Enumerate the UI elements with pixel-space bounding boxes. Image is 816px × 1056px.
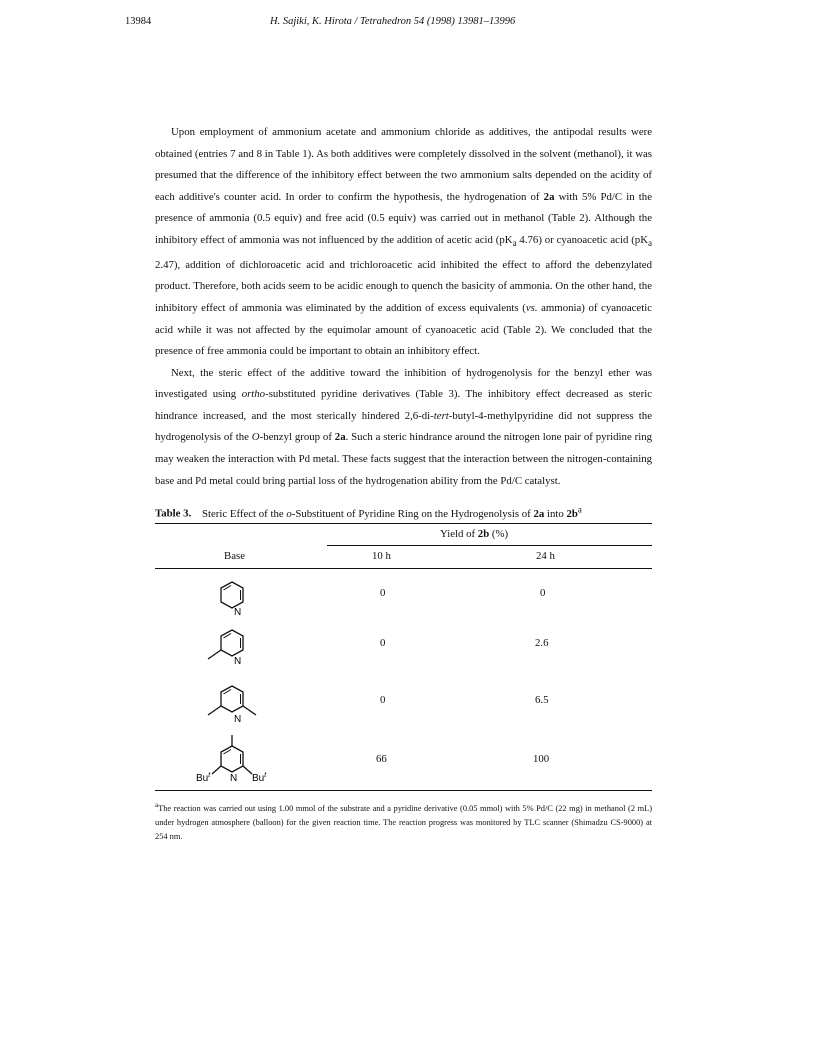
page-number: 13984 bbox=[125, 16, 152, 27]
table-bottom-rule bbox=[155, 790, 652, 791]
pyridine-structure bbox=[214, 578, 250, 620]
running-header bbox=[125, 16, 725, 32]
yield-group-rule bbox=[327, 545, 652, 546]
row-4-24h: 100 bbox=[533, 753, 550, 765]
right-tert-butyl-label: Bu$^t$ bbox=[252, 772, 267, 784]
row-4-10h: 66 bbox=[376, 753, 387, 765]
col-header-10h: 10 h bbox=[372, 550, 391, 562]
table-label: Table 3. bbox=[155, 507, 192, 520]
row-1-10h: 0 bbox=[380, 587, 386, 599]
running-title: H. Sajiki, K. Hirota / Tetrahedron 54 (1998) 13981–13996 bbox=[270, 16, 516, 27]
lutidine-n-label: N bbox=[234, 714, 242, 725]
row-1-24h: 0 bbox=[540, 587, 546, 599]
col-header-24h: 24 h bbox=[536, 550, 555, 562]
table-caption bbox=[155, 504, 665, 520]
body-text bbox=[155, 122, 652, 492]
yield-group-header: Yield of 2b (%) bbox=[440, 528, 509, 540]
row-3-10h: 0 bbox=[380, 694, 386, 706]
di-tert-butyl-methylpyridine-structure bbox=[190, 734, 280, 784]
table-top-rule bbox=[155, 523, 652, 524]
row-3-24h: 6.5 bbox=[535, 694, 549, 706]
row-2-10h: 0 bbox=[380, 637, 386, 649]
table-footnote: $^a$The reaction was carried out using 1.00 mmol of the substrate and a pyridine derivative (0.05 mmol) with 5% Pd/C (22 mg) in methanol (2 mL) under hydrogen atmosphere (balloon) for the given reaction time. The reaction progress was monitored by TLC scanner (Shimadzu CS-9000) at 254 nm. bbox=[155, 801, 652, 841]
row-2-24h: 2.6 bbox=[535, 637, 549, 649]
left-tert-butyl-label: Bu$^t$ bbox=[196, 772, 211, 784]
lutidine-structure bbox=[198, 682, 266, 728]
col-header-base: Base bbox=[224, 550, 245, 562]
paragraph-1: Upon employment of ammonium acetate and ammonium chloride as additives, the antipodal results were obtained (entries 7 and 8 in Table 1). As both additives were completely dissolved in the solvent (methanol), it was presumed that the difference of the inhibitory effect between the two ammonium salts depended on the acidity of each additive's counter acid. In order to confirm the hypothesis, the hydrogenation of 2a with 5% Pd/C in the presence of ammonia (0.5 equiv) and free acid (0.5 equiv) was carried out in methanol (Table 2). Although the inhibitory effect of ammonia was not influenced by the addition of acetic acid ($pK_a$ 4.76) or cyanoacetic acid ($pK_a$ 2.47), addition of dichloroacetic acid and trichloroacetic acid inhibited the effect to afford the debenzylated product. Therefore, both acids seem to be acidic enough to quench the basicity of ammonia. On the other hand, the inhibitory effect of ammonia was eliminated by the addition of excess equivalents (vs. ammonia) of cyanoacetic acid while it was not affected by the equimolar amount of cyanoacetic acid (Table 2). We concluded that the presence of free ammonia could be important to obtain an inhibitory effect. bbox=[155, 126, 653, 358]
paragraph-2: Next, the steric effect of the additive toward the inhibition of hydrogenolysis for the benzyl ether was investigated using ortho-substituted pyridine derivatives (Table 3). The inhibitory effect decreased as steric hindrance increased, and the most sterically hindered 2,6-di-tert-butyl-4-methylpyridine did not suppress the hydrogenolysis of the O-benzyl group of 2a. Such a steric hindrance around the nitrogen lone pair of pyridine ring may weaken the interaction with Pd metal. These facts suggest that the interaction between the nitrogen-containing base and Pd metal could bring partial loss of the hydrogenation ability from the Pd/C catalyst. bbox=[155, 366, 653, 487]
pyridine-n-label: N bbox=[234, 607, 242, 618]
methylpyridine-n-label: N bbox=[234, 656, 242, 667]
dtbp-n-label: N bbox=[230, 773, 238, 784]
table-title: Steric Effect of the o-Substituent of Pyridine Ring on the Hydrogenolysis of 2a into $2b^a$ bbox=[202, 504, 582, 520]
methylpyridine-structure bbox=[198, 626, 250, 670]
table-header-rule bbox=[155, 568, 652, 569]
